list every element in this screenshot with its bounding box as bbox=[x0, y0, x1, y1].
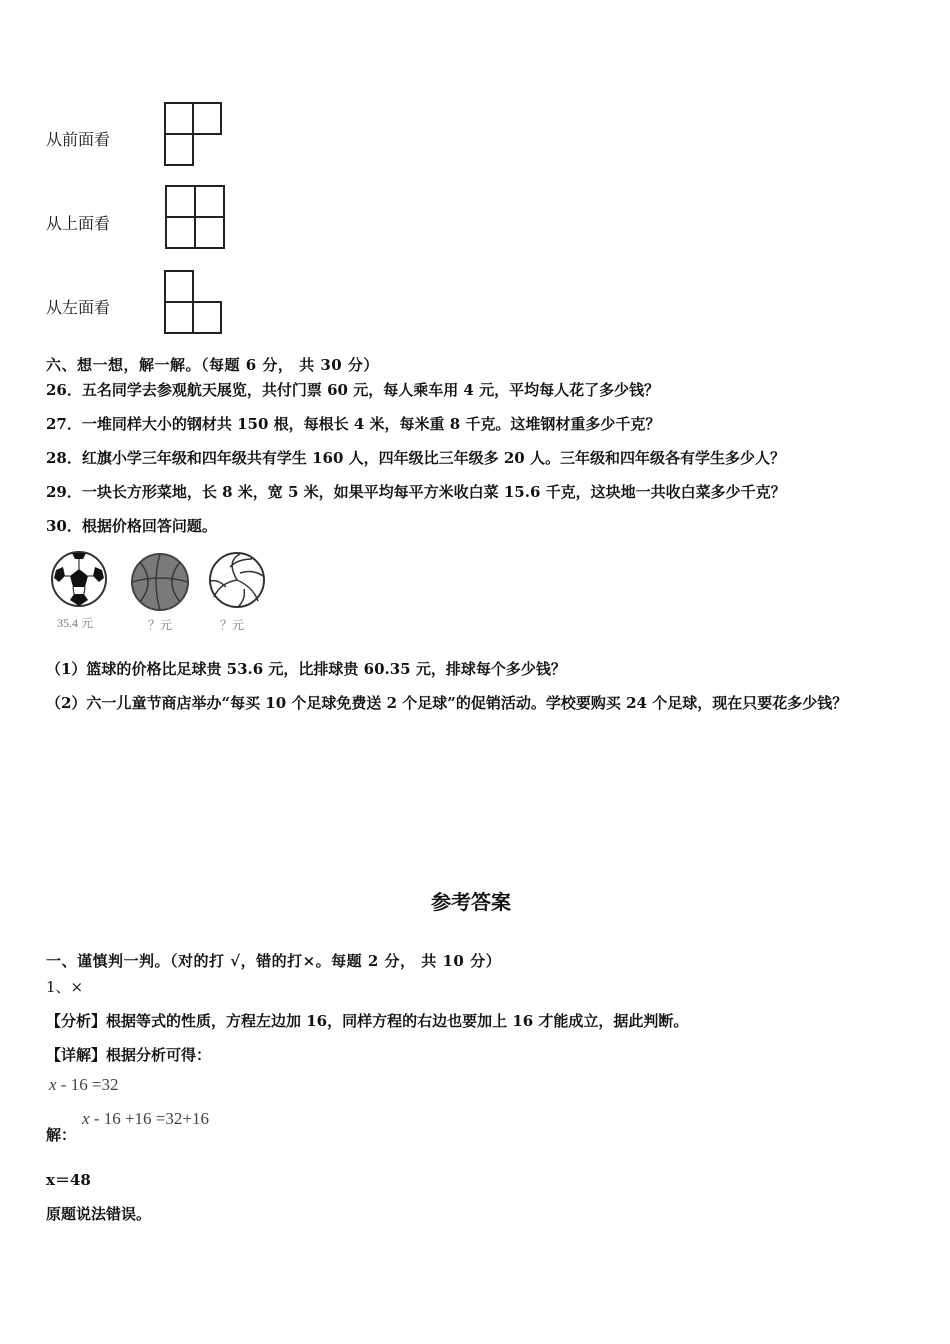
equation-1-rest: - 16 =32 bbox=[56, 1075, 119, 1094]
view-label-top: 从上面看 bbox=[46, 214, 111, 233]
soccer-ball-icon bbox=[50, 550, 108, 608]
basketball-price: ？元 bbox=[148, 618, 173, 632]
soccer-price: 35.4 元 bbox=[57, 616, 94, 630]
view-label-left: 从左面看 bbox=[46, 298, 111, 317]
basketball-icon bbox=[130, 552, 190, 612]
answer-conclusion: 原题说法错误。 bbox=[46, 1205, 152, 1223]
answer-analysis: 【分析】根据等式的性质，方程左边加 16，同样方程的右边也要加上 16 才能成立，据此判断。 bbox=[46, 1012, 689, 1030]
view-label-front: 从前面看 bbox=[46, 130, 111, 149]
equation-2 bbox=[82, 1109, 209, 1129]
volleyball-icon bbox=[208, 551, 266, 609]
equation-2-rest: - 16 +16 =32+16 bbox=[89, 1109, 209, 1128]
answers-section1-heading: 一、谨慎判一判。（对的打 √，错的打×。每题 2 分， 共 10 分） bbox=[46, 952, 502, 970]
equation-1-variable: x bbox=[49, 1075, 57, 1094]
front-view-diagram-icon bbox=[164, 102, 224, 168]
answers-title: 参考答案 bbox=[431, 890, 511, 914]
top-view-diagram-icon bbox=[165, 185, 227, 251]
equation-1 bbox=[49, 1075, 119, 1095]
jie-label: 解： bbox=[46, 1126, 77, 1144]
equation-2-variable: x bbox=[82, 1109, 90, 1128]
question-27: 27．一堆同样大小的钢材共 150 根，每根长 4 米，每米重 8 千克。这堆钢材重多少千克？ bbox=[46, 415, 661, 433]
volleyball-price: ？元 bbox=[220, 618, 245, 632]
question-29: 29．一块长方形菜地，长 8 米，宽 5 米，如果平均每平方米收白菜 15.6 千克，这块地一共收白菜多少千克？ bbox=[46, 483, 786, 501]
answer-item-1: 1、× bbox=[46, 978, 84, 996]
sub-question-1: （1）篮球的价格比足球贵 53.6 元，比排球贵 60.35 元，排球每个多少钱？ bbox=[46, 660, 566, 678]
left-view-diagram-icon bbox=[164, 270, 224, 336]
sub-question-2: （2）六一儿童节商店举办“每买 10 个足球免费送 2 个足球”的促销活动。学校要购买 24 个足球，现在只要花多少钱？ bbox=[46, 694, 848, 712]
question-30: 30．根据价格回答问题。 bbox=[46, 517, 217, 535]
section6-heading: 六、想一想，解一解。（每题 6 分， 共 30 分） bbox=[46, 356, 379, 374]
question-26: 26．五名同学去参观航天展览，共付门票 60 元，每人乘车用 4 元，平均每人花了多少钱？ bbox=[46, 381, 660, 399]
answer-result: x＝48 bbox=[46, 1171, 91, 1189]
answer-detail: 【详解】根据分析可得： bbox=[46, 1046, 212, 1064]
question-28: 28．红旗小学三年级和四年级共有学生 160 人，四年级比三年级多 20 人。三年级和四年级各有学生多少人？ bbox=[46, 449, 785, 467]
